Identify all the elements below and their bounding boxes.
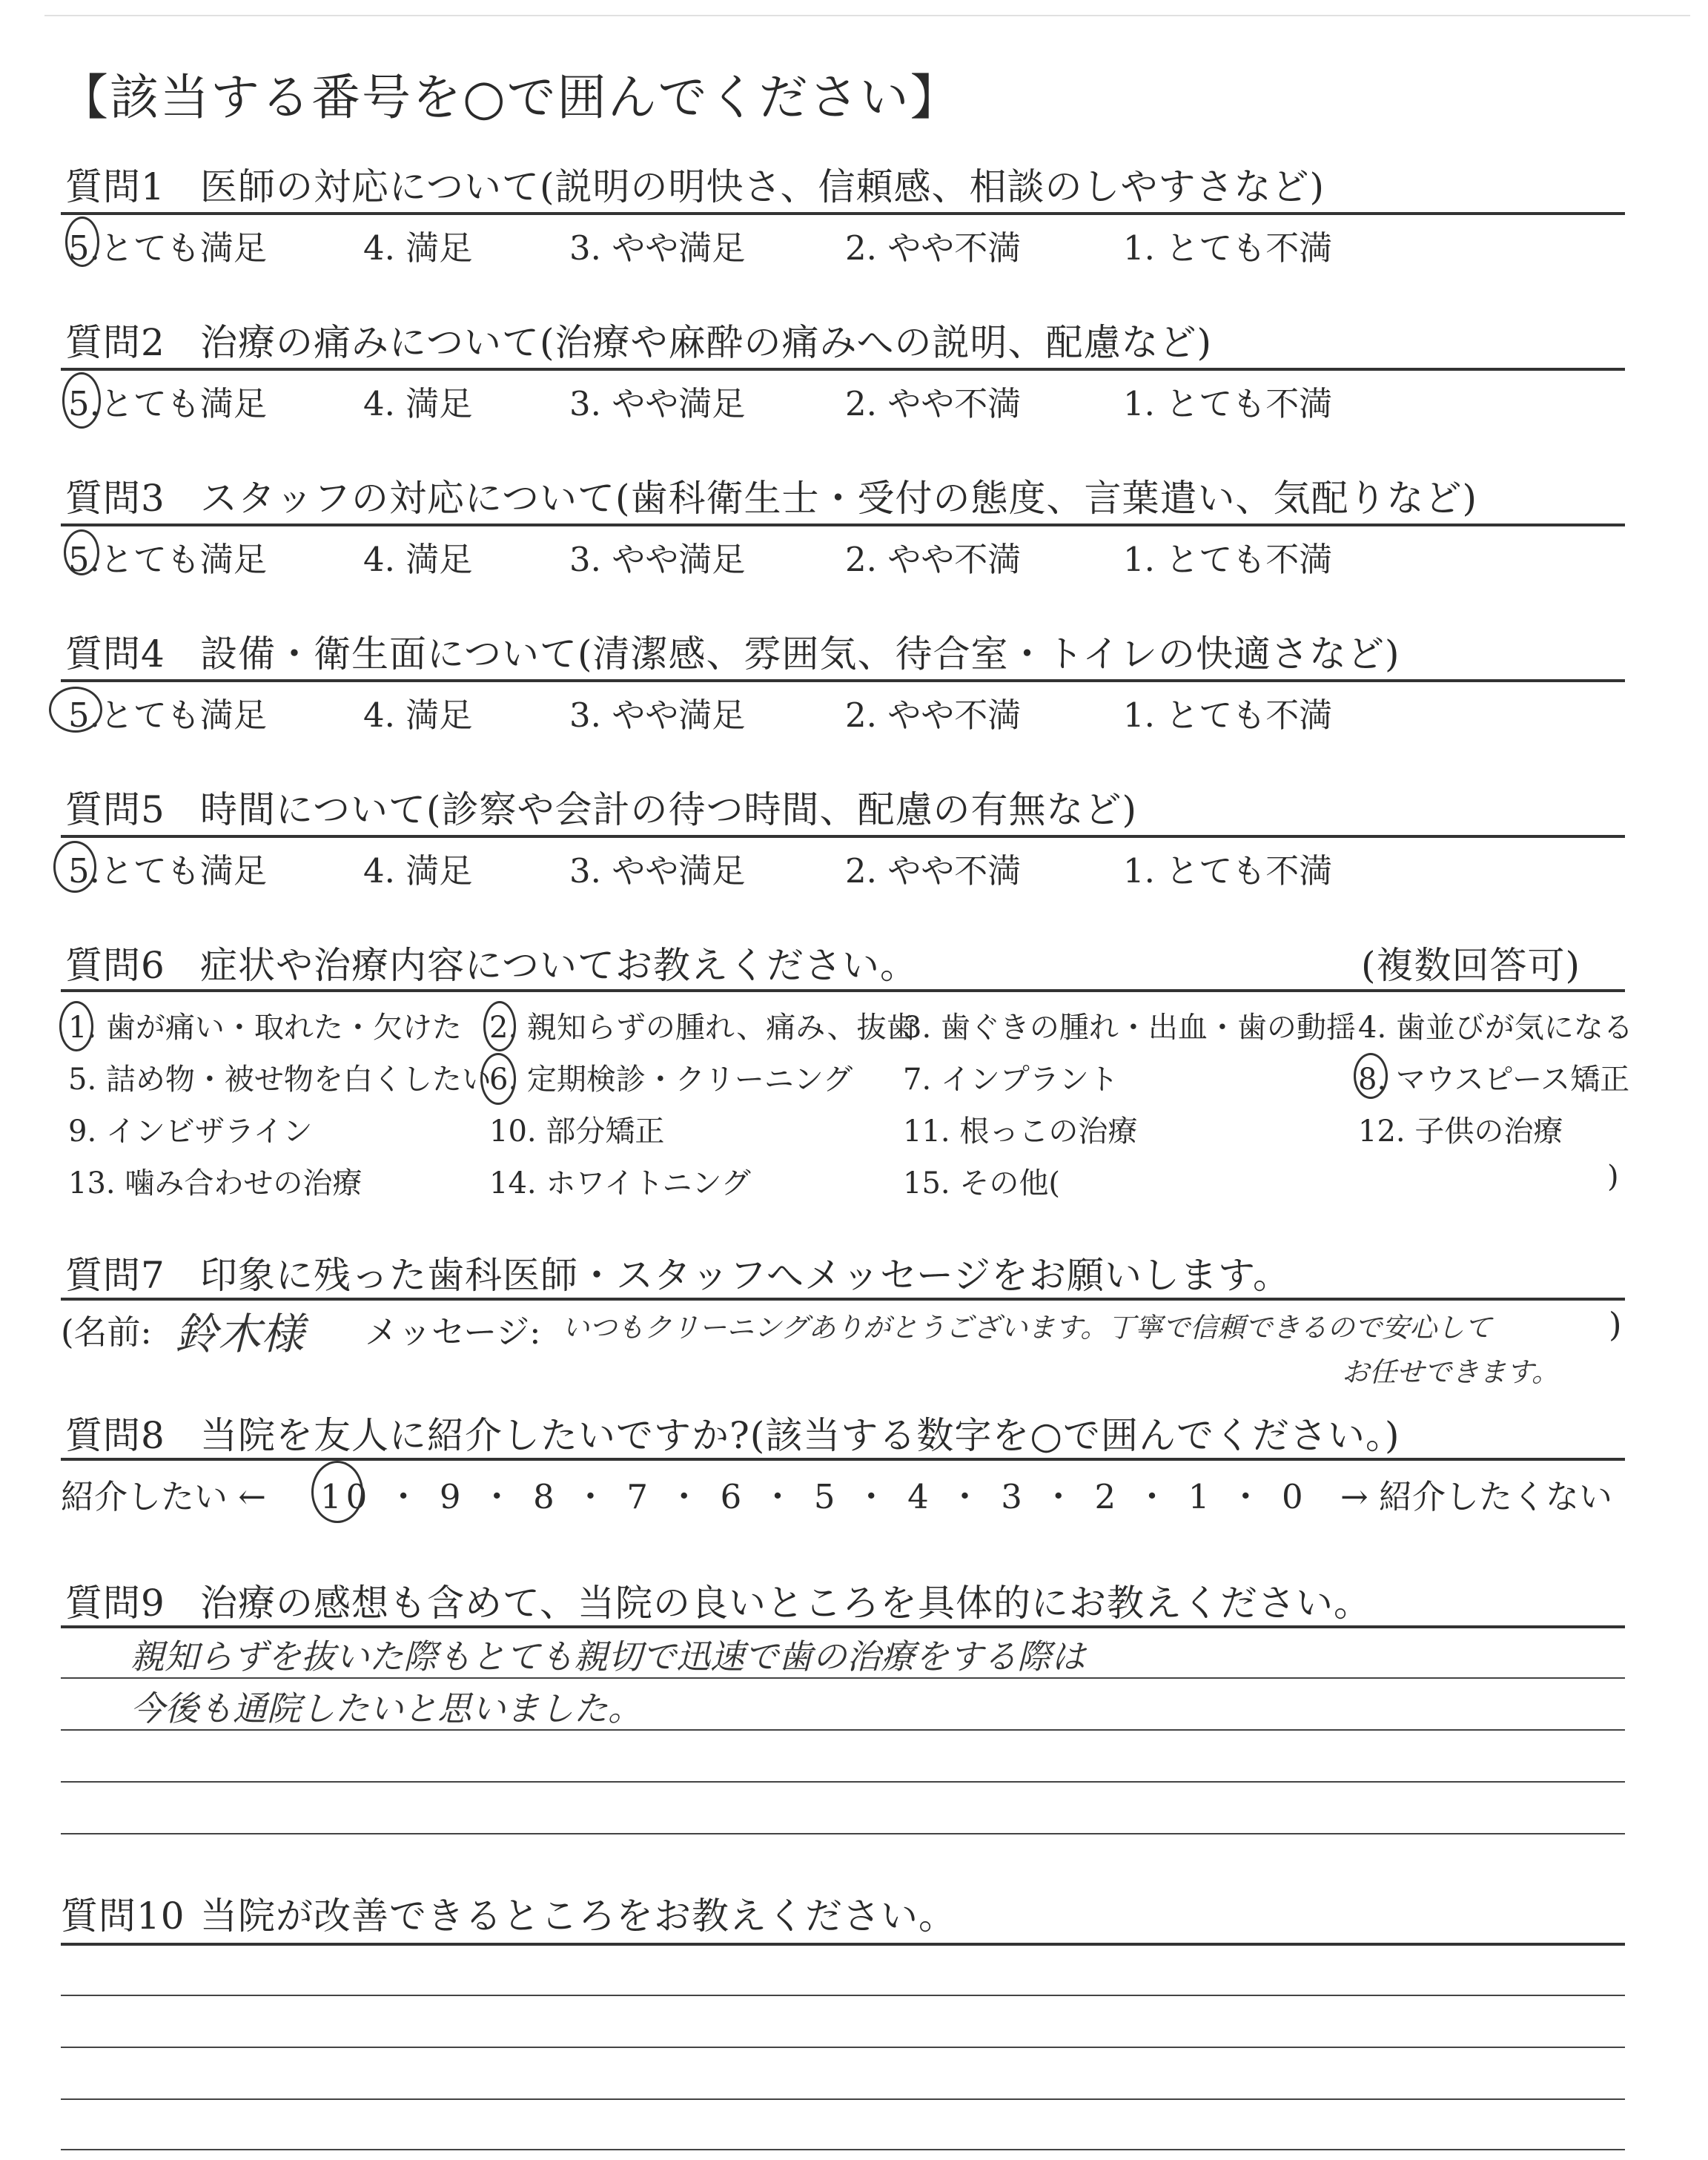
symptom-item[interactable]: 2. 親知らずの腫れ、痛み、抜歯 bbox=[489, 1011, 916, 1045]
option-1[interactable]: 1. とても不満 bbox=[1123, 228, 1333, 268]
selection-circle bbox=[311, 1461, 363, 1523]
selection-circle bbox=[49, 687, 102, 733]
option-3[interactable]: 3. やや満足 bbox=[569, 540, 746, 579]
question-text: 治療の感想も含めて、当院の良いところを具体的にお教えください。 bbox=[200, 1582, 1371, 1625]
selection-circle bbox=[53, 841, 96, 893]
divider bbox=[61, 524, 1625, 526]
symptom-item[interactable]: 10. 部分矯正 bbox=[489, 1114, 665, 1149]
divider bbox=[61, 368, 1625, 371]
selection-circle bbox=[480, 1053, 516, 1105]
symptom-item[interactable]: 12. 子供の治療 bbox=[1358, 1114, 1563, 1149]
symptom-item[interactable]: 7. インプラント bbox=[903, 1063, 1119, 1097]
question-text: 症状や治療内容についてお教えください。 bbox=[200, 944, 918, 987]
question-text: 治療の痛みについて(治療や麻酔の痛みへの説明、配慮など) bbox=[200, 321, 1213, 364]
question-text: 当院を友人に紹介したいですか?(該当する数字を○で囲んでください。) bbox=[200, 1414, 1400, 1457]
question-text: 当院が改善できるところをお教えください。 bbox=[200, 1895, 956, 1938]
other-close-paren: ) bbox=[1607, 1160, 1619, 1194]
question-label: 質問8 bbox=[65, 1414, 165, 1457]
question-label: 質問9 bbox=[65, 1582, 165, 1625]
question-text: 時間について(診察や会計の待つ時間、配慮の有無など) bbox=[200, 788, 1138, 831]
option-1[interactable]: 1. とても不満 bbox=[1123, 851, 1333, 891]
divider bbox=[61, 1943, 1625, 1946]
question-text: 設備・衛生面について(清潔感、雰囲気、待合室・トイレの快適さなど) bbox=[200, 633, 1400, 676]
question-label: 質問1 bbox=[65, 165, 165, 208]
symptom-item[interactable]: 4. 歯並びが気になる bbox=[1358, 1011, 1633, 1045]
option-4[interactable]: 4. 満足 bbox=[363, 384, 473, 423]
name-label: (名前: bbox=[61, 1312, 152, 1352]
symptom-item[interactable]: 13. 噛み合わせの治療 bbox=[68, 1166, 363, 1200]
question-text: スタッフの対応について(歯科衛生士・受付の態度、言葉遣い、気配りなど) bbox=[200, 477, 1478, 520]
symptom-item[interactable]: 8. マウスピース矯正 bbox=[1358, 1063, 1630, 1097]
option-3[interactable]: 3. やや満足 bbox=[569, 384, 746, 423]
divider bbox=[61, 1625, 1625, 1628]
question-text: 印象に残った歯科医師・スタッフへメッセージをお願いします。 bbox=[200, 1254, 1291, 1297]
option-2[interactable]: 2. やや不満 bbox=[845, 851, 1022, 891]
question-label: 質問7 bbox=[65, 1254, 165, 1297]
question-label: 質問3 bbox=[65, 477, 165, 520]
scale-right-label: → 紹介したくない bbox=[1340, 1477, 1613, 1516]
selection-circle bbox=[59, 1001, 93, 1051]
option-2[interactable]: 2. やや不満 bbox=[845, 228, 1022, 268]
option-4[interactable]: 4. 満足 bbox=[363, 851, 473, 891]
selection-circle bbox=[65, 217, 99, 267]
question-label: 質問6 bbox=[65, 944, 165, 987]
symptom-item[interactable]: 11. 根っこの治療 bbox=[903, 1114, 1138, 1149]
recommend-scale[interactable]: 10 ・ 9 ・ 8 ・ 7 ・ 6 ・ 5 ・ 4 ・ 3 ・ 2 ・ 1 ・ 0 bbox=[320, 1477, 1308, 1516]
name-field[interactable]: 鈴木様 bbox=[175, 1309, 305, 1359]
option-1[interactable]: 1. とても不満 bbox=[1123, 696, 1333, 735]
selection-circle bbox=[64, 529, 99, 575]
selection-circle bbox=[62, 372, 101, 429]
question-text: 医師の対応について(説明の明快さ、信頼感、相談のしやすさなど) bbox=[200, 165, 1325, 208]
message-field[interactable]: いつもクリーニングありがとうございます。丁寧で信頼できるので安心して bbox=[562, 1312, 1492, 1344]
divider bbox=[61, 212, 1625, 215]
answer-line-1[interactable]: 親知らずを抜いた際もとても親切で迅速で歯の治療をする際は bbox=[130, 1636, 1085, 1677]
symptom-item[interactable]: 6. 定期検診・クリーニング bbox=[489, 1063, 853, 1097]
divider bbox=[61, 989, 1625, 992]
option-4[interactable]: 4. 満足 bbox=[363, 228, 473, 268]
symptom-item[interactable]: 3. 歯ぐきの腫れ・出血・歯の動揺 bbox=[903, 1011, 1356, 1045]
option-5[interactable]: 5.とても満足 bbox=[68, 540, 267, 579]
symptom-item[interactable]: 5. 詰め物・被せ物を白くしたい bbox=[68, 1063, 491, 1097]
option-5[interactable]: 5.とても満足 bbox=[68, 851, 267, 891]
question-label: 質問4 bbox=[65, 633, 165, 676]
option-4[interactable]: 4. 満足 bbox=[363, 696, 473, 735]
option-2[interactable]: 2. やや不満 bbox=[845, 696, 1022, 735]
option-1[interactable]: 1. とても不満 bbox=[1123, 540, 1333, 579]
symptom-item[interactable]: 14. ホワイトニング bbox=[489, 1166, 751, 1200]
option-2[interactable]: 2. やや不満 bbox=[845, 540, 1022, 579]
message-label: メッセージ: bbox=[365, 1312, 541, 1352]
option-1[interactable]: 1. とても不満 bbox=[1123, 384, 1333, 423]
writing-line[interactable] bbox=[61, 2098, 1625, 2100]
selection-circle bbox=[1354, 1053, 1388, 1099]
message-close-paren: ) bbox=[1609, 1305, 1622, 1344]
option-5[interactable]: 5.とても満足 bbox=[68, 384, 267, 423]
divider bbox=[61, 835, 1625, 838]
symptom-item[interactable]: 15. その他( bbox=[903, 1166, 1060, 1200]
symptom-item[interactable]: 9. インビザライン bbox=[68, 1114, 313, 1149]
message-field-continued: お任せできます。 bbox=[1342, 1356, 1560, 1388]
divider bbox=[61, 1458, 1625, 1461]
writing-line bbox=[61, 1729, 1625, 1731]
answer-line-2[interactable]: 今後も通院したいと思いました。 bbox=[130, 1688, 642, 1728]
question-label: 質問5 bbox=[65, 788, 165, 831]
writing-line bbox=[61, 1833, 1625, 1834]
scale-left-label: 紹介したい ← bbox=[61, 1477, 267, 1516]
option-4[interactable]: 4. 満足 bbox=[363, 540, 473, 579]
writing-line bbox=[61, 1781, 1625, 1783]
option-3[interactable]: 3. やや満足 bbox=[569, 228, 746, 268]
option-5[interactable]: 5.とても満足 bbox=[68, 228, 267, 268]
page-title: 【該当する番号を○で囲んでください】 bbox=[59, 69, 961, 126]
option-3[interactable]: 3. やや満足 bbox=[569, 696, 746, 735]
scan-edge-line bbox=[44, 15, 1690, 16]
question-label: 質問10 bbox=[61, 1895, 185, 1938]
selection-circle bbox=[483, 1001, 516, 1051]
option-5[interactable]: 5.とても満足 bbox=[68, 696, 267, 735]
question-label: 質問2 bbox=[65, 321, 165, 364]
writing-line[interactable] bbox=[61, 1995, 1625, 1996]
multiple-answer-note: (複数回答可) bbox=[1361, 944, 1581, 987]
writing-line bbox=[61, 1677, 1625, 1679]
symptom-item[interactable]: 1. 歯が痛い・取れた・欠けた bbox=[68, 1011, 462, 1045]
option-2[interactable]: 2. やや不満 bbox=[845, 384, 1022, 423]
option-3[interactable]: 3. やや満足 bbox=[569, 851, 746, 891]
writing-line[interactable] bbox=[61, 2047, 1625, 2048]
divider bbox=[61, 679, 1625, 682]
writing-line[interactable] bbox=[61, 2149, 1625, 2150]
